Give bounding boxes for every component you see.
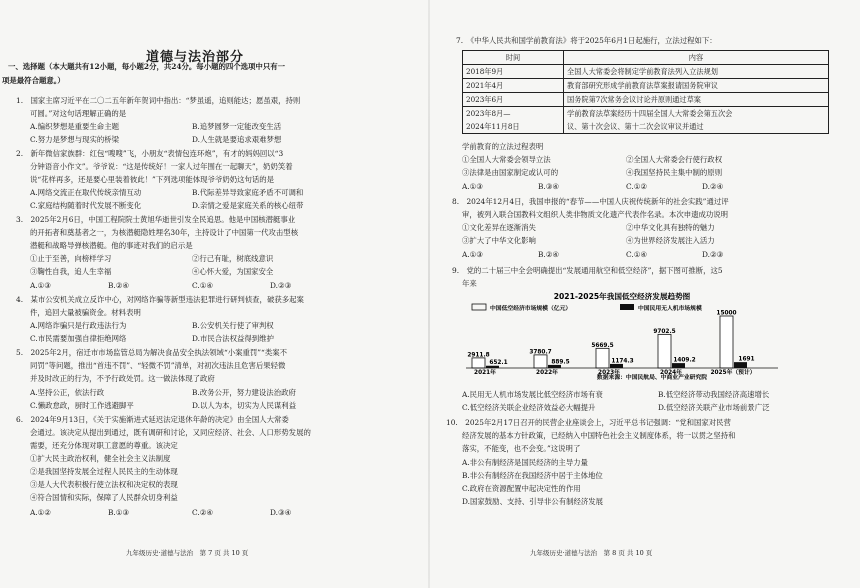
q6-item-4: ④符合国情和实际，保障了人民群众切身利益 [30,493,178,502]
q2-stem: 2. 新年微信家族群：红包“嗖嗖”飞，小朋友“表情包连环炮”，有才的妈妈回以“3 [16,149,284,158]
low-altitude-economy-chart [462,290,782,382]
row-time: 2018年9月 [463,65,564,79]
q4-stem: 4. 某市公安机关成立反诈中心，对网络诈骗等新型违法犯罪进行研判侦查，破获多起案 [16,295,304,304]
q10-stem: 10. 2025年2月17日召开的民营企业座谈会上，习近平总书记强调：“党和国家对民营 [446,418,731,427]
q9-option-c: C.低空经济关联企业经济效益必大幅提升 [462,403,596,412]
q5-option-d: D.以人为本，切实为人民谋利益 [192,401,297,410]
q6-option-c: C.②④ [192,508,213,517]
q4-option-c: C.市民需要加强自律拒绝网络 [30,334,127,343]
bar-drone-2 [610,364,623,368]
x-tick-label-3: 2024年 [660,370,682,376]
q3-item-4: ④心怀大爱，为国家安全 [192,267,274,276]
q5-option-b: B.改务公开，努力建设法治政府 [192,388,296,397]
x-tick-label-4: 2025年（预计） [710,370,756,376]
table-row [463,93,829,107]
q2-option-a: A.网络交流正在取代传统亲情互动 [30,188,142,197]
chart-source-note: 数据来源：中国民航局、中商业产业研究院 [596,375,708,381]
q5-stem-cont: 同罚”等问题，推出“首违不罚”、“轻微不罚”清单，对初次违法且危害后果轻微 [30,361,286,370]
q8-option-d: D.②③ [702,250,724,259]
q3-stem: 3. 2025年2月6日，中国工程院院士黄旭华逝世引发全民追思。他是中国核潜艇事业 [16,215,296,224]
q10-stem-cont: 经济发展的基本方针政策，已经纳入中国特色社会主义制度体系，将一以贯之坚持和 [462,431,736,440]
bar-drone-3 [672,363,685,368]
table-row [463,107,829,121]
q3-option-b: B.②④ [108,281,130,290]
q7-item-1: ①全国人大常委会领导立法 [462,155,551,164]
page-footer: 九年级历史·道德与法治 第 8 页 共 10 页 [530,549,653,557]
q6-option-a: A.①② [30,508,51,517]
q8-item-4: ④为世界经济发展注入活力 [626,236,715,245]
bar-market-3 [658,334,671,368]
q8-stem-cont: 审，被列入联合国教科文组织人类非物质文化遗产代表作名录。本次申遗成功说明 [462,210,729,219]
legislation-table [462,50,829,134]
data-label-market-0: 2911.8 [467,352,490,359]
q3-option-a: A.①③ [30,281,51,290]
bar-market-1 [534,355,547,368]
q6-stem-cont2: 需要，还充分体现对职工意愿的尊重。该决定 [30,441,178,450]
q6-item-2: ②是我国坚持发展全过程人民民主的生动体现 [30,467,178,476]
page-right [430,0,860,588]
q2-option-c: C.家庭结构随着时代发展不断变化 [30,201,142,210]
q3-stem-cont2: 潜艇和战略导弹核潜艇。他的事迹对我们的启示是 [30,241,193,250]
data-label-drone-4: 1691 [738,356,755,363]
header-time: 时间 [463,51,564,65]
q7-item-2: ②全国人大常委会行使行政权 [626,155,723,164]
row-content: 学前教育法草案经历十四届全国人大常委会第五次会 [564,107,829,121]
q5-option-a: A.坚持公正，依法行政 [30,388,105,397]
row-content: 全国人大常委会将制定学前教育法列入立法规划 [564,65,829,79]
bar-market-2 [596,348,609,368]
q6-stem: 6. 2024年9月13日，《关于实施渐进式延迟法定退休年龄的决定》由全国人大常委 [16,415,289,424]
q1-option-a: A.编织梦想是重要生命主题 [30,122,119,131]
q8-stem: 8. 2024年12月4日，我国申报的“春节——中国人庆祝传统新年的社会实践”通过评 [452,197,729,206]
row-time: 2023年6月 [463,93,564,107]
bar-market-4 [720,316,733,368]
q7-option-a: A.①③ [462,182,483,191]
q10-option-d: D.国家鼓励、支持、引导非公有制经济发展 [462,497,604,506]
data-label-market-2: 5669.5 [591,342,614,349]
table-header-row [463,51,829,65]
q6-stem-cont: 会通过。该决定从提出到通过，既有调研和讨论，又同应经济、社会、人口形势发展的 [30,428,311,437]
q3-option-c: C.①④ [192,281,213,290]
q7-option-b: B.③④ [538,182,560,191]
data-label-drone-3: 1409.2 [673,357,696,364]
q3-item-1: ①止于至善，向榜样学习 [30,254,112,263]
q6-option-d: D.③④ [270,508,292,517]
x-tick-label-2: 2023年 [598,370,620,376]
section-heading: 一、选择题（本大题共有12小题，每小题2分，共24分。每小题的四个选项中只有一 [8,62,285,71]
q7-option-d: D.②④ [702,182,724,191]
q1-option-d: D.人生就是要追求艰难梦想 [192,135,282,144]
page-title: 道德与法治部分 [146,50,245,65]
q2-stem-cont2: 说“花样再多，还是要心里装着彼此！”下列选项能体现爷爷奶奶这句话的是 [30,175,275,184]
row-content: 教育部研究形成学前教育法草案报请国务院审议 [564,79,829,93]
q2-option-b: B.代际差异导致家庭矛盾不可调和 [192,188,304,197]
legend-swatch-market [472,304,486,310]
q5-option-c: C.懒政怠政，厨时工作逃避脚平 [30,401,134,410]
q8-option-a: A.①③ [462,250,483,259]
q7-stem: 7. 《中华人民共和国学前教育法》将于2025年6月1日起施行，立法过程如下： [456,36,717,45]
q6-item-1: ①扩大民主政治权利，健全社会主义法制度 [30,454,171,463]
q9-option-a: A.民用无人机市场发展比低空经济市场有衰 [462,390,603,399]
row-time: 2023年8月— [463,107,564,121]
q7-option-c: C.①② [626,182,647,191]
q1-option-b: B.追梦圆梦一定能改变生活 [192,122,282,131]
data-label-market-4: 15000 [716,310,737,317]
q8-item-3: ③扩大了中华文化影响 [462,236,536,245]
data-label-market-3: 9702.5 [653,328,676,335]
q8-item-2: ②中华文化具有独特的魅力 [626,223,715,232]
q7-item-3: ③法律是由国家制定或认可的 [462,168,559,177]
q3-item-3: ③鞠性自我，追人生幸福 [30,267,112,276]
q3-stem-cont: 的开拓者和奠基者之一，为核潜艇隐姓埋名30年，主持设计了中国第一代攻击型核 [30,228,299,237]
legend-label-drone: 中国民用无人机市场规模 [638,306,702,312]
q2-option-d: D.亲情之爱是家庭关系的核心纽带 [192,201,304,210]
row-time: 2021年4月 [463,79,564,93]
data-label-market-1: 3780.7 [529,349,552,356]
q1-stem: 1. 国家主席习近平在二〇二五年新年贺词中指出：“梦虽遥，追则能达；愿虽艰，持则 [16,96,301,105]
q4-stem-cont: 件，追回大量被骗资金。材料表明 [30,308,141,317]
table-row [463,120,829,134]
row-content: 国务院第7次常务会议讨论并原则通过草案 [564,93,829,107]
section-heading-cont: 项是最符合题意。） [2,76,65,85]
bar-market-0 [472,358,485,368]
q10-option-c: C.政府在资源配置中起决定性的作用 [462,484,581,493]
q9-option-d: D.低空经济关联产业市场前景广泛 [658,403,770,412]
table-row [463,79,829,93]
q8-item-1: ①文化差异在逐渐消失 [462,223,536,232]
q8-option-c: C.①④ [626,250,647,259]
x-tick-label-0: 2021年 [474,370,496,376]
q4-option-a: A.网络诈骗只是行政违法行为 [30,321,127,330]
q3-option-d: D.②③ [270,281,292,290]
chart-title: 2021-2025年我国低空经济发展趋势图 [553,292,691,301]
q5-stem-cont2: 并及时改正的行为，不予行政处罚。这一做法体现了政府 [30,374,215,383]
data-label-drone-0: 652.1 [489,360,508,367]
legend-swatch-drone [620,304,634,310]
header-content: 内容 [564,51,829,65]
q6-option-b: B.①③ [108,508,130,517]
data-label-drone-2: 1174.3 [611,358,634,365]
table-row [463,65,829,79]
q6-item-3: ③是人大代表积极行使立法权和决定权的表现 [30,480,178,489]
q4-option-d: D.市民合法权益得到维护 [192,334,274,343]
q4-option-b: B.公安机关行使了审判权 [192,321,274,330]
q10-stem-cont2: 落实，不能变，也不会变。”这说明了 [462,444,581,453]
bar-drone-4 [734,362,747,368]
q1-stem-cont: 可圆。”对这句话理解正确的是 [30,109,127,118]
page-footer: 九年级历史·道德与法治 第 7 页 共 10 页 [126,549,249,557]
q9-stem: 9. 党的二十届三中全会明确提出“发展通用航空和低空经济”，据下图可推断，这5 [452,266,723,275]
x-tick-label-1: 2022年 [536,370,558,376]
q3-item-2: ②行己有耻，树底线意识 [192,254,274,263]
q2-stem-cont: 分钟语音小作文”。爷爷说：“这是传统好！一家人过年围在一起聊天”，奶奶笑着 [30,162,293,171]
q9-stem-cont: 年来 [462,279,477,288]
data-label-drone-1: 889.5 [551,359,570,366]
q5-stem: 5. 2025年2月，宿迁市市场监管总局为解决食品安全执法领域“小案重罚”“类案不 [16,348,288,357]
q7-question: 学前教育的立法过程表明 [462,142,544,151]
legend-label-market: 中国低空经济市场规模（亿元） [490,306,572,312]
q1-option-c: C.努力是梦想与现实的桥梁 [30,135,120,144]
q9-option-b: B.低空经济带动我国经济高速增长 [658,390,770,399]
q7-item-4: ④我国坚持民主集中制的原则 [626,168,723,177]
q8-option-b: B.②④ [538,250,560,259]
q10-option-b: B.非公有制经济在我国经济中居于主体地位 [462,471,603,480]
row-time: 2024年11月8日 [463,120,564,134]
q10-option-a: A.非公有制经济是国民经济的主导力量 [462,458,588,467]
row-content: 议、第十次会议、第十二次会议审议并通过 [564,120,829,134]
